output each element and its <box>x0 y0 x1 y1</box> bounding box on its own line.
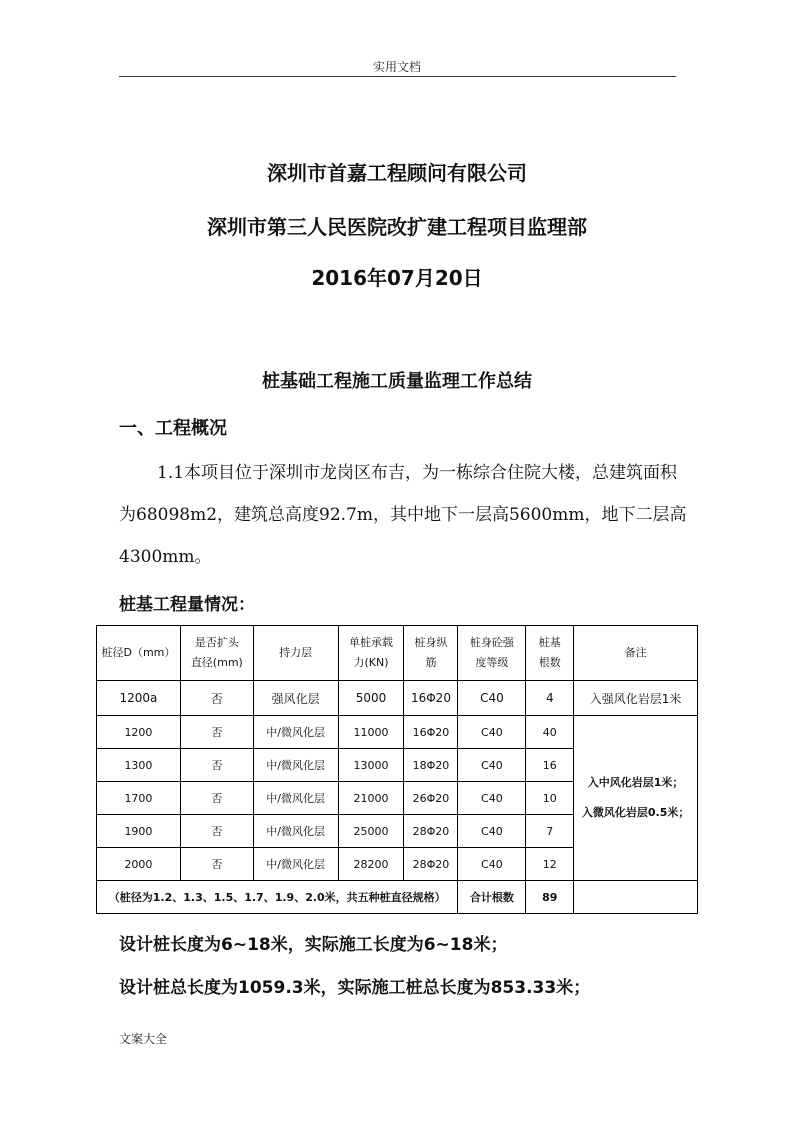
header-rebar-line2: 筋 <box>425 656 437 669</box>
cell-capacity: 5000 <box>338 681 404 716</box>
cell-count: 4 <box>526 681 574 716</box>
header-count-line1: 桩基 <box>538 636 561 649</box>
header-rebar-line1: 桩身纵 <box>414 636 448 649</box>
total-value: 89 <box>526 881 574 914</box>
cell-rebar: 18Φ20 <box>404 749 458 782</box>
total-remark-empty <box>574 881 698 914</box>
cell-expanded: 否 <box>180 749 253 782</box>
cell-bearing: 中/微风化层 <box>253 848 338 881</box>
company-name: 深圳市首嘉工程顾问有限公司 <box>267 161 527 185</box>
cell-diameter: 1900 <box>97 815 181 848</box>
document-date: 2016年07月20日 <box>311 266 483 290</box>
cell-bearing: 中/微风化层 <box>253 716 338 749</box>
cell-count: 10 <box>526 782 574 815</box>
cell-concrete: C40 <box>458 848 526 881</box>
cell-count: 12 <box>526 848 574 881</box>
cell-capacity: 13000 <box>338 749 404 782</box>
summary-line-2: 设计桩总长度为1059.3米，实际施工桩总长度为853.33米； <box>119 978 591 998</box>
header-count <box>526 626 574 681</box>
header-expanded-line1: 是否扩头 <box>194 636 239 649</box>
header-concrete <box>458 626 526 681</box>
remark-medium-weathered: 入中风化岩层1米； <box>587 776 684 789</box>
remark-slightly-weathered: 入微风化岩层0.5米； <box>581 806 690 819</box>
cell-rebar: 16Φ20 <box>404 681 458 716</box>
cell-expanded: 否 <box>180 848 253 881</box>
table-row <box>97 681 698 716</box>
header-expanded-line2: 直径(mm) <box>190 656 243 669</box>
cell-diameter: 1200a <box>97 681 181 716</box>
header-concrete-line1: 桩身砼强 <box>469 636 514 649</box>
header-capacity <box>338 626 404 681</box>
cell-count: 40 <box>526 716 574 749</box>
header-capacity-line2: 力(KN) <box>353 656 389 669</box>
summary-line-1: 设计桩长度为6~18米，实际施工长度为6~18米； <box>119 935 508 955</box>
cell-capacity: 11000 <box>338 716 404 749</box>
cell-capacity: 28200 <box>338 848 404 881</box>
cell-count: 7 <box>526 815 574 848</box>
cell-remark-merged <box>574 716 698 881</box>
total-label: 合计根数 <box>458 881 526 914</box>
cell-remark: 入强风化岩层1米 <box>574 681 698 716</box>
cell-concrete: C40 <box>458 681 526 716</box>
cell-bearing: 中/微风化层 <box>253 782 338 815</box>
overview-paragraph: 1.1本项目位于深圳市龙岗区布吉，为一栋综合住院大楼，总建筑面积为68098m2，建筑总高度92.7m，其中地下一层高5600mm，地下二层高4300mm。 <box>119 463 687 567</box>
header-diameter: 桩径D（mm） <box>97 626 181 681</box>
cell-diameter: 1200 <box>97 716 181 749</box>
cell-bearing: 中/微风化层 <box>253 815 338 848</box>
header-concrete-line2: 度等级 <box>475 656 509 669</box>
cell-expanded: 否 <box>180 681 253 716</box>
table-row <box>97 716 698 749</box>
cell-capacity: 25000 <box>338 815 404 848</box>
department-name: 深圳市第三人民医院改扩建工程项目监理部 <box>207 215 587 239</box>
cell-concrete: C40 <box>458 815 526 848</box>
pile-subheading: 桩基工程量情况： <box>119 595 255 615</box>
cell-diameter: 1700 <box>97 782 181 815</box>
cell-expanded: 否 <box>180 815 253 848</box>
document-title: 桩基础工程施工质量监理工作总结 <box>262 371 532 392</box>
cell-expanded: 否 <box>180 716 253 749</box>
cell-rebar: 28Φ20 <box>404 848 458 881</box>
header-capacity-line1: 单桩承载 <box>349 636 394 649</box>
cell-rebar: 16Φ20 <box>404 716 458 749</box>
cell-capacity: 21000 <box>338 782 404 815</box>
cell-concrete: C40 <box>458 782 526 815</box>
page-header: 实用文档 <box>372 60 421 74</box>
pile-table <box>96 625 698 914</box>
cell-concrete: C40 <box>458 716 526 749</box>
cell-diameter: 2000 <box>97 848 181 881</box>
cell-bearing: 强风化层 <box>253 681 338 716</box>
section-heading: 一、工程概况 <box>119 418 227 439</box>
cell-rebar: 28Φ20 <box>404 815 458 848</box>
header-divider <box>119 76 676 77</box>
page-footer: 文案大全 <box>119 1032 168 1046</box>
table-header-row <box>97 626 698 681</box>
header-rebar <box>404 626 458 681</box>
cell-bearing: 中/微风化层 <box>253 749 338 782</box>
cell-diameter: 1300 <box>97 749 181 782</box>
cell-concrete: C40 <box>458 749 526 782</box>
total-note: （桩径为1.2、1.3、1.5、1.7、1.9、2.0米，共五种桩直径规格） <box>97 881 458 914</box>
cell-rebar: 26Φ20 <box>404 782 458 815</box>
header-count-line2: 根数 <box>538 656 561 669</box>
table-total-row <box>97 881 698 914</box>
header-remark: 备注 <box>574 626 698 681</box>
cell-expanded: 否 <box>180 782 253 815</box>
header-expanded <box>180 626 253 681</box>
cell-count: 16 <box>526 749 574 782</box>
header-bearing: 持力层 <box>253 626 338 681</box>
